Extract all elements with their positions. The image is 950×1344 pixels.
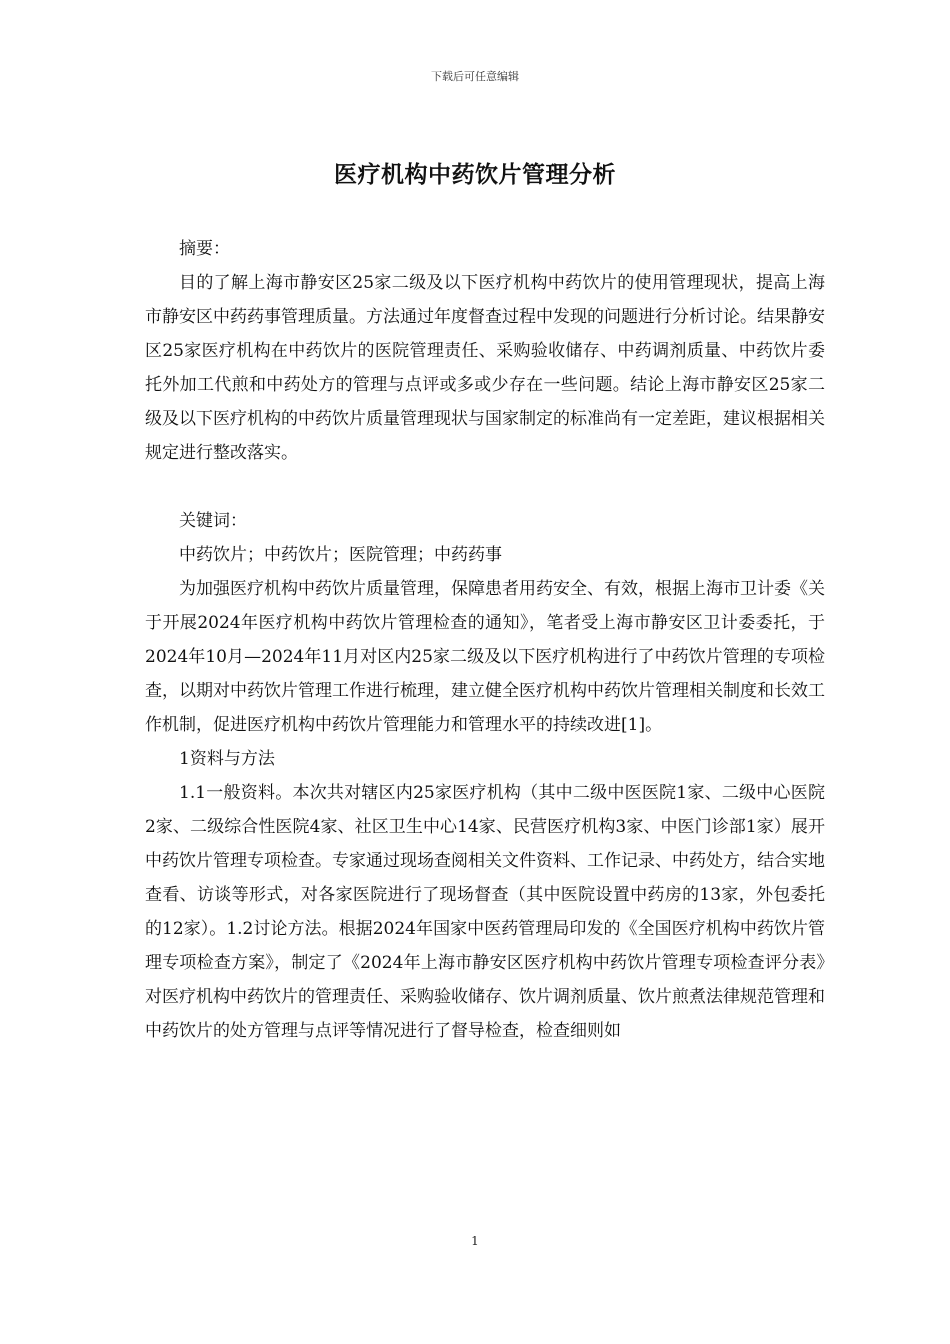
section-heading: 1资料与方法 [179,749,275,769]
document-title: 医疗机构中药饮片管理分析 [334,161,616,188]
intro-paragraph: 为加强医疗机构中药饮片质量管理，保障患者用药安全、有效，根据上海市卫计委《关于开展2024年医疗机构中药饮片管理检查的通知》，笔者受上海市静安区卫计委委托，于2024年10月—2024年11月对区内25家二级及以下医疗机构进行了中药饮片管理的专项检查，以期对中药饮片管理工作进行梳理，建立健全医疗机构中药饮片管理相关制度和长效工作机制，促进医疗机构中药饮片管理能力和管理水平的持续改进[1]。 [145,579,825,735]
abstract-label: 摘要： [179,239,230,259]
page-number: 1 [471,1234,479,1248]
keywords-text: 中药饮片；中药饮片；医院管理；中药药事 [179,545,502,565]
abstract-text: 目的了解上海市静安区25家二级及以下医疗机构中药饮片的使用管理现状，提高上海市静安区中药药事管理质量。方法通过年度督查过程中发现的问题进行分析讨论。结果静安区25家医疗机构在中药饮片的医院管理责任、采购验收储存、中药调剂质量、中药饮片委托外加工代煎和中药处方的管理与点评或多或少存在一些问题。结论上海市静安区25家二级及以下医疗机构的中药饮片质量管理现状与国家制定的标准尚有一定差距，建议根据相关规定进行整改落实。 [145,273,825,463]
header-note: 下载后可任意编辑 [431,70,519,83]
keywords-label: 关键词： [179,511,247,531]
document-body [145,232,825,1048]
section-paragraph: 1.1一般资料。本次共对辖区内25家医疗机构（其中二级中医医院1家、二级中心医院2家、二级综合性医院4家、社区卫生中心14家、民营医疗机构3家、中医门诊部1家）展开中药饮片管理专项检查。专家通过现场查阅相关文件资料、工作记录、中药处方，结合实地查看、访谈等形式，对各家医院进行了现场督查（其中医院设置中药房的13家，外包委托的12家）。1.2讨论方法。根据2024年国家中医药管理局印发的《全国医疗机构中药饮片管理专项检查方案》，制定了《2024年上海市静安区医疗机构中药饮片管理专项检查评分表》对医疗机构中药饮片的管理责任、采购验收储存、饮片调剂质量、饮片煎煮法律规范管理和中药饮片的处方管理与点评等情况进行了督导检查，检查细则如 [145,783,825,1041]
